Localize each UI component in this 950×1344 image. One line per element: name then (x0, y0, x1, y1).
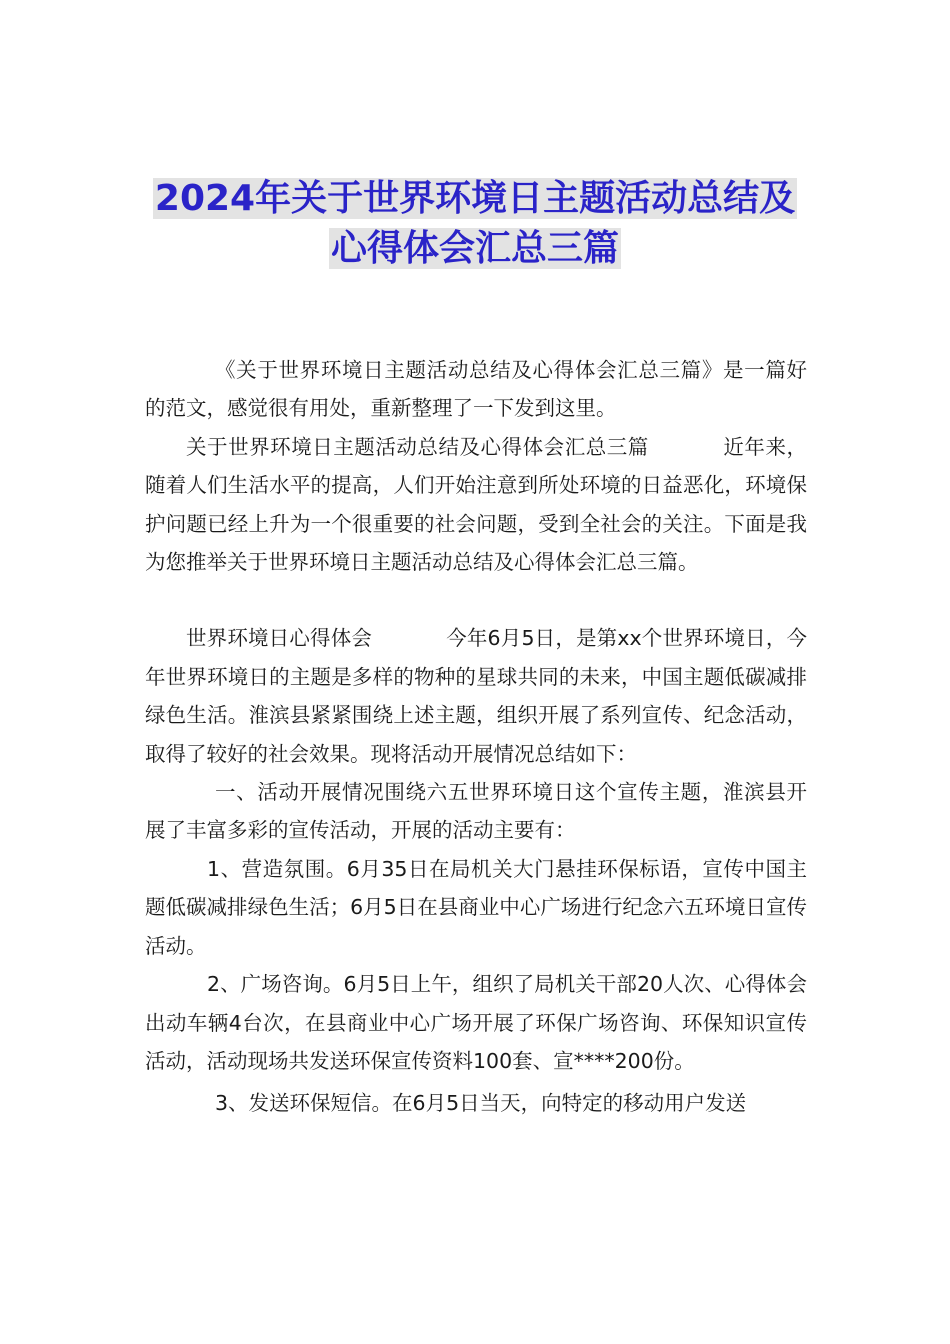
document-title (0, 174, 950, 274)
paragraph-section-opening (145, 619, 807, 773)
paragraph-activities: 一、活动开展情况围绕六五世界环境日这个宣传主题，淮滨县开展了丰富多彩的宣传活动，开展的活动主要有： (145, 780, 807, 843)
paragraph-heading: 世界环境日心得体会 (186, 626, 373, 651)
paragraph-item-3: 3、发送环保短信。在6月5日当天，向特定的移动用户发送 (215, 1091, 747, 1116)
document-body (145, 351, 807, 1123)
paragraph-heading: 关于世界环境日主题活动总结及心得体会汇总三篇 (186, 434, 649, 459)
paragraph-intro: 《关于世界环境日主题活动总结及心得体会汇总三篇》是一篇好的范文，感觉很有用处，重新整理了一下发到这里。 (145, 358, 807, 421)
paragraph-item-1: 1、营造氛围。6月35日在局机关大门悬挂环保标语，宣传中国主题低碳减排绿色生活；6月5日在县商业中心广场进行纪念六五环境日宣传活动。 (145, 856, 807, 958)
paragraph-item-2: 2、广场咨询。6月5日上午，组织了局机关干部20人次、心得体会出动车辆4台次，在县商业中心广场开展了环保广场咨询、环保知识宣传活动，活动现场共发送环保宣传资料100套、宣****200份。 (145, 972, 807, 1073)
paragraph-overview (145, 428, 807, 582)
paragraph-text: 近年来，随着人们生活水平的提高，人们开始注意到所处环境的日益恶化，环境保护问题已经上升为一个很重要的社会问题，受到全社会的关注。下面是我为您推举关于世界环境日主题活动总结及心得体会汇总三篇。 (145, 434, 808, 575)
title-line-2: 心得体会汇总三篇 (330, 228, 619, 269)
paragraph-text: 今年6月5日，是第xx个世界环境日，今年世界环境日的主题是多样的物种的星球共同的未来，中国主题低碳减排绿色生活。淮滨县紧紧围绕上述主题，组织开展了系列宣传、纪念活动，取得了较好的社会效果。现将活动开展情况总结如下： (145, 626, 807, 766)
title-line-1: 2024年关于世界环境日主题活动总结及 (154, 178, 796, 219)
